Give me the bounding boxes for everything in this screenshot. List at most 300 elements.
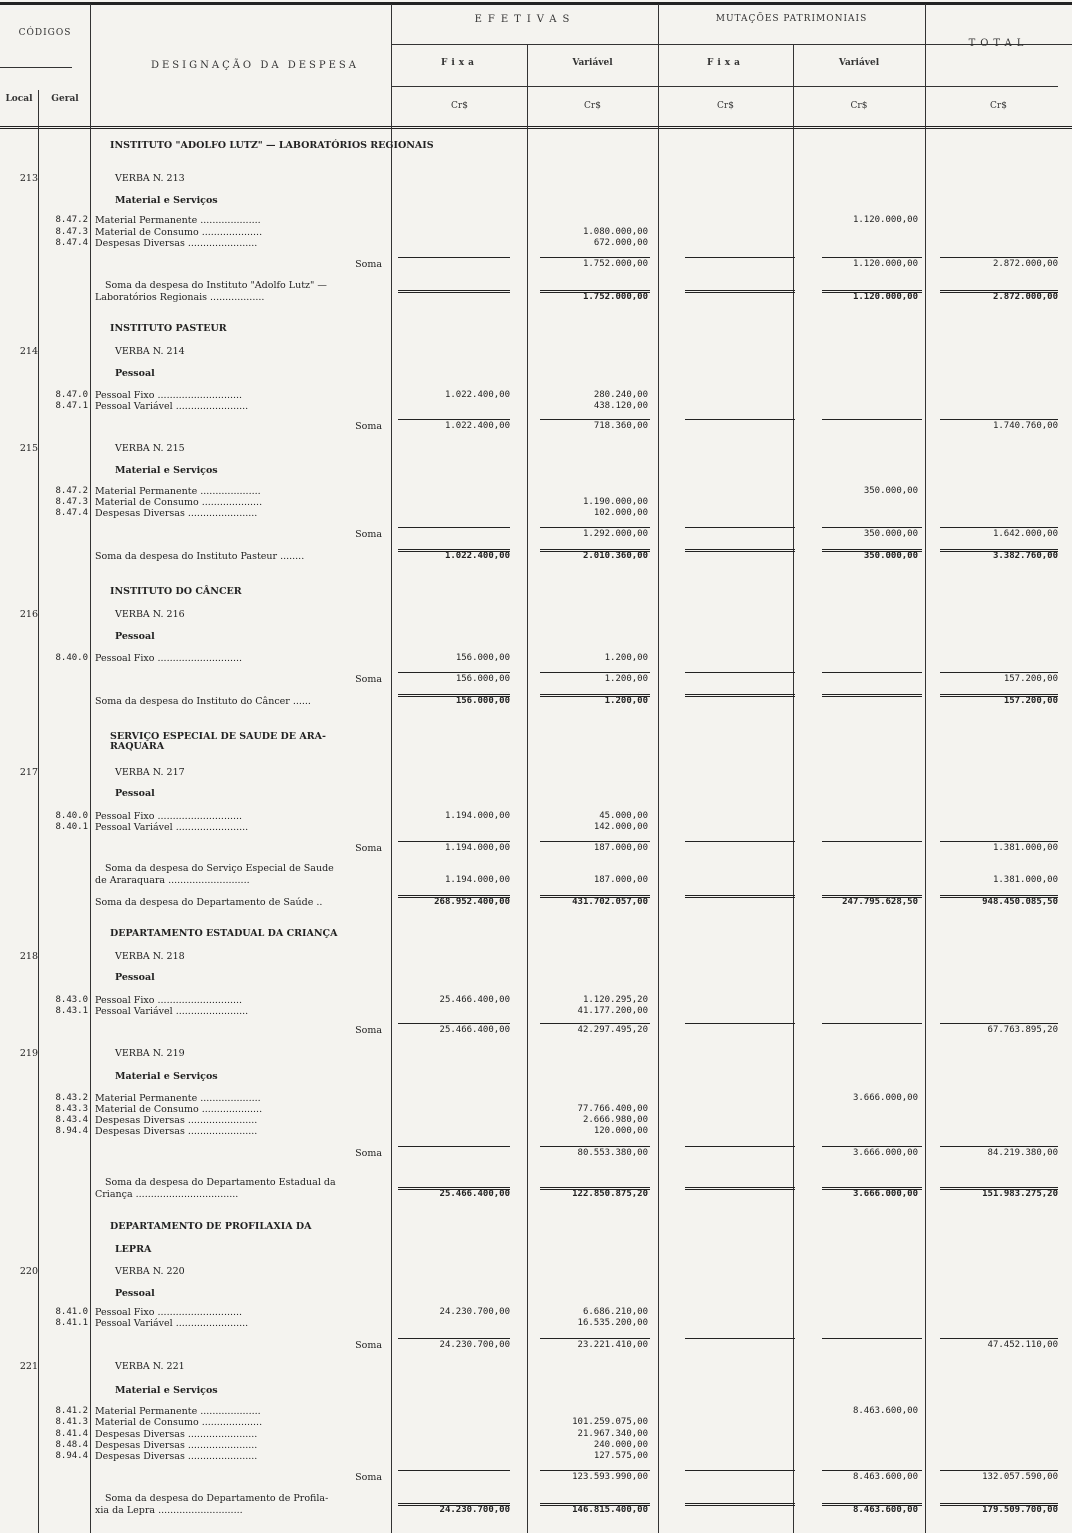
- header-rule-codigos: [0, 67, 72, 68]
- table-row: [0, 741, 1072, 752]
- cell-var: 142.000,00: [593, 822, 648, 832]
- cell-fixa: 1.194.000,00: [444, 875, 510, 885]
- cell-var: 42.297.495,20: [577, 1025, 648, 1035]
- cell-desc: Soma: [355, 259, 382, 270]
- cell-mvar: 1.120.000,00: [852, 292, 918, 302]
- cell-var: 1.752.000,00: [582, 292, 648, 302]
- sum-rule: [685, 694, 795, 697]
- table-row: [0, 443, 1072, 454]
- table-row: [0, 1048, 1072, 1059]
- cell-geral: 8.41.2: [55, 1406, 88, 1416]
- cell-geral: 8.43.0: [55, 995, 88, 1005]
- cell-tot: 67.763.895,20: [987, 1025, 1058, 1035]
- cell-tot: 948.450.085,50: [982, 897, 1058, 907]
- cell-desc: Material de Consumo ....................: [95, 1104, 263, 1115]
- cell-desc: xia da Lepra ............................: [95, 1505, 243, 1516]
- sum-rule: [540, 1503, 650, 1506]
- cell-desc: Material e Serviços: [115, 465, 218, 476]
- table-row: [0, 215, 1072, 226]
- cell-desc: Pessoal Variável ........................: [95, 822, 249, 833]
- cell-desc: VERBA N. 217: [115, 767, 185, 778]
- table-row: [0, 1006, 1072, 1017]
- sum-rule: [822, 895, 922, 898]
- cell-mvar: 350.000,00: [863, 486, 918, 496]
- sum-rule: [822, 1146, 922, 1147]
- sum-rule: [685, 1503, 795, 1506]
- sum-rule: [940, 895, 1058, 898]
- sum-rule: [540, 527, 650, 528]
- sum-rule: [398, 895, 510, 898]
- table-row: [0, 465, 1072, 476]
- cell-desc: Soma da despesa do Instituto do Câncer ......: [95, 696, 311, 707]
- cell-desc: Soma da despesa do Departamento de Saúde ..: [95, 897, 323, 908]
- table-row: [0, 674, 1072, 685]
- cell-desc: Despesas Diversas .......................: [95, 238, 258, 249]
- table-row: [0, 486, 1072, 497]
- header-cr-fixa: Cr$: [451, 101, 468, 111]
- cell-var: 2.666.980,00: [582, 1115, 648, 1125]
- table-row: [0, 238, 1072, 249]
- cell-var: 718.360,00: [593, 421, 648, 431]
- cell-fixa: 25.466.400,00: [439, 1025, 510, 1035]
- table-row: [0, 875, 1072, 886]
- cell-geral: 8.43.3: [55, 1104, 88, 1114]
- table-row: [0, 1307, 1072, 1318]
- cell-var: 2.010.360,00: [582, 551, 648, 561]
- cell-mvar: 247.795.628,50: [842, 897, 918, 907]
- cell-tot: 84.219.380,00: [987, 1148, 1058, 1158]
- cell-desc: Material e Serviços: [115, 1071, 218, 1082]
- sum-rule: [940, 527, 1058, 528]
- sum-rule: [685, 419, 795, 420]
- cell-desc: Material de Consumo ....................: [95, 1417, 263, 1428]
- table-row: [0, 1472, 1072, 1483]
- table-row: [0, 1126, 1072, 1137]
- table-row: [0, 1244, 1072, 1255]
- cell-var: 1.200,00: [604, 696, 648, 706]
- cell-fixa: 1.022.400,00: [444, 390, 510, 400]
- cell-var: 438.120,00: [593, 401, 648, 411]
- cell-desc: Soma da despesa do Departamento Estadual da: [105, 1177, 336, 1188]
- cell-tot: 151.983.275,20: [982, 1189, 1058, 1199]
- cell-geral: 8.40.0: [55, 653, 88, 663]
- cell-desc: Material e Serviços: [115, 195, 218, 206]
- cell-fixa: 24.230.700,00: [439, 1505, 510, 1515]
- sum-rule: [822, 257, 922, 258]
- sum-rule: [398, 1470, 510, 1471]
- sum-rule: [540, 1338, 650, 1339]
- cell-var: 187.000,00: [593, 875, 648, 885]
- table-row: [0, 1025, 1072, 1036]
- cell-desc: INSTITUTO PASTEUR: [110, 323, 227, 334]
- cell-local: 220: [19, 1266, 38, 1277]
- header-cr-mfixa: Cr$: [717, 101, 734, 111]
- header-geral: Geral: [51, 94, 79, 104]
- header-variavel-efetivas: Variável: [572, 58, 613, 68]
- sum-rule: [685, 290, 795, 293]
- cell-desc: VERBA N. 215: [115, 443, 185, 454]
- cell-desc: VERBA N. 221: [115, 1361, 185, 1372]
- cell-fixa: 156.000,00: [455, 674, 510, 684]
- header-cr-variavel: Cr$: [584, 101, 601, 111]
- cell-desc: Material de Consumo ....................: [95, 497, 263, 508]
- table-row: [0, 529, 1072, 540]
- table-row: [0, 346, 1072, 357]
- table-row: [0, 995, 1072, 1006]
- sum-rule: [398, 841, 510, 842]
- table-row: [0, 173, 1072, 184]
- sum-rule: [685, 1338, 795, 1339]
- top-border: [0, 2, 1072, 5]
- table-row: [0, 822, 1072, 833]
- table-row: [0, 863, 1072, 874]
- sum-rule: [540, 549, 650, 552]
- cell-var: 23.221.410,00: [577, 1340, 648, 1350]
- cell-var: 101.259.075,00: [572, 1417, 648, 1427]
- sum-rule: [685, 672, 795, 673]
- cell-desc: Pessoal Fixo ............................: [95, 811, 243, 822]
- sum-rule: [822, 1503, 922, 1506]
- cell-geral: 8.47.2: [55, 215, 88, 225]
- cell-var: 1.752.000,00: [582, 259, 648, 269]
- table-row: [0, 140, 1072, 151]
- cell-geral: 8.47.0: [55, 390, 88, 400]
- cell-desc: Pessoal Fixo ............................: [95, 390, 243, 401]
- header-rule-cr: [392, 86, 1058, 87]
- sum-rule: [540, 1470, 650, 1471]
- sum-rule: [398, 1146, 510, 1147]
- cell-geral: 8.41.0: [55, 1307, 88, 1317]
- header-mutacoes: MUTAÇÕES PATRIMONIAIS: [715, 14, 868, 24]
- cell-var: 6.686.210,00: [582, 1307, 648, 1317]
- header-cr-mvariavel: Cr$: [850, 101, 868, 111]
- cell-desc: Material Permanente ....................: [95, 1406, 261, 1417]
- table-row: [0, 227, 1072, 238]
- cell-fixa: 268.952.400,00: [434, 897, 510, 907]
- table-row: [0, 951, 1072, 962]
- header-cr-total: Cr$: [990, 101, 1007, 111]
- sum-rule: [540, 1023, 650, 1024]
- cell-desc: Soma: [355, 843, 382, 854]
- cell-desc: Despesas Diversas .......................: [95, 1451, 258, 1462]
- sum-rule: [398, 672, 510, 673]
- cell-mvar: 1.120.000,00: [852, 259, 918, 269]
- cell-desc: RAQUARA: [110, 741, 165, 752]
- cell-fixa: 25.466.400,00: [439, 995, 510, 1005]
- cell-fixa: 156.000,00: [455, 696, 510, 706]
- sum-rule: [822, 1023, 922, 1024]
- cell-local: 213: [19, 173, 38, 184]
- cell-desc: Soma da despesa do Instituto "Adolfo Lutz" —: [105, 280, 327, 291]
- table-row: [0, 1071, 1072, 1082]
- sum-rule: [940, 1503, 1058, 1506]
- sum-rule: [940, 694, 1058, 697]
- table-row: [0, 1288, 1072, 1299]
- table-row: [0, 767, 1072, 778]
- sum-rule: [685, 841, 795, 842]
- cell-geral: 8.41.4: [55, 1429, 88, 1439]
- cell-desc: INSTITUTO DO CÂNCER: [110, 586, 242, 597]
- cell-tot: 157.200,00: [1003, 696, 1058, 706]
- sum-rule: [540, 672, 650, 673]
- cell-tot: 1.740.760,00: [992, 421, 1058, 431]
- cell-geral: 8.41.1: [55, 1318, 88, 1328]
- cell-local: 221: [19, 1361, 38, 1372]
- cell-mvar: 3.666.000,00: [852, 1189, 918, 1199]
- table-row: [0, 811, 1072, 822]
- cell-desc: VERBA N. 220: [115, 1266, 185, 1277]
- sum-rule: [940, 419, 1058, 420]
- cell-var: 127.575,00: [593, 1451, 648, 1461]
- cell-var: 122.850.875,20: [572, 1189, 648, 1199]
- cell-fixa: 25.466.400,00: [439, 1189, 510, 1199]
- cell-desc: VERBA N. 219: [115, 1048, 185, 1059]
- sum-rule: [398, 1187, 510, 1190]
- sum-rule: [398, 290, 510, 293]
- cell-desc: DEPARTAMENTO ESTADUAL DA CRIANÇA: [110, 928, 338, 939]
- sum-rule: [540, 1187, 650, 1190]
- table-row: [0, 1505, 1072, 1516]
- sum-rule: [940, 549, 1058, 552]
- sum-rule: [940, 1146, 1058, 1147]
- table-row: [0, 259, 1072, 270]
- table-row: [0, 897, 1072, 908]
- cell-geral: 8.48.4: [55, 1440, 88, 1450]
- cell-fixa: 1.194.000,00: [444, 843, 510, 853]
- sum-rule: [940, 290, 1058, 293]
- cell-tot: 47.452.110,00: [987, 1340, 1058, 1350]
- cell-desc: Pessoal: [115, 972, 155, 983]
- cell-var: 187.000,00: [593, 843, 648, 853]
- cell-geral: 8.40.0: [55, 811, 88, 821]
- table-row: [0, 292, 1072, 303]
- cell-geral: 8.47.2: [55, 486, 88, 496]
- cell-local: 216: [19, 609, 38, 620]
- cell-geral: 8.41.3: [55, 1417, 88, 1427]
- table-row: [0, 696, 1072, 707]
- cell-desc: Laboratórios Regionais ..................: [95, 292, 265, 303]
- table-row: [0, 1104, 1072, 1115]
- table-row: [0, 390, 1072, 401]
- cell-desc: Soma: [355, 1472, 382, 1483]
- cell-tot: 1.642.000,00: [992, 529, 1058, 539]
- cell-mvar: 1.120.000,00: [852, 215, 918, 225]
- sum-rule: [940, 672, 1058, 673]
- table-row: [0, 1451, 1072, 1462]
- cell-desc: VERBA N. 213: [115, 173, 185, 184]
- cell-desc: Material Permanente ....................: [95, 486, 261, 497]
- cell-desc: DEPARTAMENTO DE PROFILAXIA DA: [110, 1221, 312, 1232]
- table-row: [0, 1148, 1072, 1159]
- cell-var: 21.967.340,00: [577, 1429, 648, 1439]
- cell-var: 77.766.400,00: [577, 1104, 648, 1114]
- table-row: [0, 1406, 1072, 1417]
- cell-local: 215: [19, 443, 38, 454]
- sum-rule: [822, 672, 922, 673]
- sum-rule: [398, 527, 510, 528]
- sum-rule: [685, 527, 795, 528]
- sum-rule: [685, 1470, 795, 1471]
- table-row: [0, 928, 1072, 939]
- sum-rule: [398, 694, 510, 697]
- cell-desc: Pessoal: [115, 631, 155, 642]
- sum-rule: [398, 1503, 510, 1506]
- sum-rule: [940, 1470, 1058, 1471]
- cell-geral: 8.47.3: [55, 227, 88, 237]
- cell-tot: 179.509.700,00: [982, 1505, 1058, 1515]
- sum-rule: [685, 257, 795, 258]
- cell-var: 280.240,00: [593, 390, 648, 400]
- cell-desc: Pessoal Variável ........................: [95, 1006, 249, 1017]
- cell-tot: 2.872.000,00: [992, 259, 1058, 269]
- cell-geral: 8.43.4: [55, 1115, 88, 1125]
- table-row: [0, 1361, 1072, 1372]
- sum-rule: [685, 1023, 795, 1024]
- cell-var: 1.200,00: [604, 674, 648, 684]
- cell-tot: 2.872.000,00: [992, 292, 1058, 302]
- cell-mvar: 350.000,00: [863, 551, 918, 561]
- table-row: [0, 551, 1072, 562]
- header-fixa-efetivas: Fixa: [440, 58, 478, 68]
- cell-tot: 1.381.000,00: [992, 843, 1058, 853]
- cell-desc: Despesas Diversas .......................: [95, 1429, 258, 1440]
- table-row: [0, 609, 1072, 620]
- sum-rule: [398, 1338, 510, 1339]
- cell-desc: Soma da despesa do Serviço Especial de Saude: [105, 863, 334, 874]
- cell-geral: 8.43.2: [55, 1093, 88, 1103]
- cell-geral: 8.47.3: [55, 497, 88, 507]
- table-row: [0, 788, 1072, 799]
- cell-var: 672.000,00: [593, 238, 648, 248]
- header-codigos: CÓDIGOS: [18, 28, 72, 38]
- sum-rule: [822, 694, 922, 697]
- sum-rule: [540, 694, 650, 697]
- cell-desc: VERBA N. 216: [115, 609, 185, 620]
- sum-rule: [822, 1470, 922, 1471]
- sum-rule: [398, 419, 510, 420]
- cell-tot: 3.382.760,00: [992, 551, 1058, 561]
- table-row: [0, 195, 1072, 206]
- cell-desc: Soma: [355, 421, 382, 432]
- cell-desc: Pessoal Variável ........................: [95, 401, 249, 412]
- sum-rule: [685, 1146, 795, 1147]
- cell-geral: 8.94.4: [55, 1126, 88, 1136]
- cell-mvar: 8.463.600,00: [852, 1505, 918, 1515]
- cell-desc: Criança ..................................: [95, 1189, 239, 1200]
- cell-mvar: 8.463.600,00: [852, 1406, 918, 1416]
- cell-var: 80.553.380,00: [577, 1148, 648, 1158]
- table-row: [0, 1417, 1072, 1428]
- header-fixa-mutacoes: Fixa: [706, 58, 744, 68]
- cell-local: 214: [19, 346, 38, 357]
- header-variavel-mutacoes: Variável: [838, 58, 880, 68]
- cell-desc: Pessoal Fixo ............................: [95, 653, 243, 664]
- cell-var: 123.593.990,00: [572, 1472, 648, 1482]
- cell-geral: 8.94.4: [55, 1451, 88, 1461]
- table-row: [0, 1429, 1072, 1440]
- cell-var: 1.190.000,00: [582, 497, 648, 507]
- table-row: [0, 1189, 1072, 1200]
- sum-rule: [822, 419, 922, 420]
- cell-desc: Despesas Diversas .......................: [95, 1115, 258, 1126]
- cell-tot: 132.057.590,00: [982, 1472, 1058, 1482]
- cell-mvar: 3.666.000,00: [852, 1093, 918, 1103]
- table-row: [0, 508, 1072, 519]
- sum-rule: [685, 895, 795, 898]
- sum-rule: [398, 549, 510, 552]
- cell-desc: Pessoal: [115, 788, 155, 799]
- sum-rule: [540, 257, 650, 258]
- cell-desc: Soma: [355, 1148, 382, 1159]
- cell-desc: SERVIÇO ESPECIAL DE SAUDE DE ARA-: [110, 731, 326, 742]
- cell-local: 219: [19, 1048, 38, 1059]
- cell-desc: INSTITUTO "ADOLFO LUTZ" — LABORATÓRIOS REGIONAIS: [110, 140, 434, 151]
- cell-tot: 157.200,00: [1003, 674, 1058, 684]
- cell-fixa: 24.230.700,00: [439, 1340, 510, 1350]
- cell-var: 102.000,00: [593, 508, 648, 518]
- sum-rule: [822, 549, 922, 552]
- cell-desc: de Araraquara ...........................: [95, 875, 250, 886]
- cell-desc: Pessoal Variável ........................: [95, 1318, 249, 1329]
- cell-var: 41.177.200,00: [577, 1006, 648, 1016]
- sum-rule: [822, 1338, 922, 1339]
- cell-desc: Soma da despesa do Instituto Pasteur ........: [95, 551, 305, 562]
- cell-desc: Pessoal: [115, 1288, 155, 1299]
- table-row: [0, 1440, 1072, 1451]
- header-local: Local: [5, 94, 33, 104]
- cell-desc: Despesas Diversas .......................: [95, 508, 258, 519]
- cell-var: 240.000,00: [593, 1440, 648, 1450]
- cell-geral: 8.47.4: [55, 508, 88, 518]
- cell-fixa: 1.194.000,00: [444, 811, 510, 821]
- sum-rule: [540, 895, 650, 898]
- cell-desc: Material Permanente ....................: [95, 1093, 261, 1104]
- cell-desc: Soma: [355, 529, 382, 540]
- table-row: [0, 1221, 1072, 1232]
- table-row: [0, 401, 1072, 412]
- sum-rule: [940, 257, 1058, 258]
- cell-desc: Despesas Diversas .......................: [95, 1126, 258, 1137]
- table-row: [0, 972, 1072, 983]
- cell-fixa: 1.022.400,00: [444, 421, 510, 431]
- cell-desc: LEPRA: [115, 1244, 152, 1255]
- table-row: [0, 323, 1072, 334]
- cell-desc: VERBA N. 214: [115, 346, 185, 357]
- cell-mvar: 3.666.000,00: [852, 1148, 918, 1158]
- cell-var: 16.535.200,00: [577, 1318, 648, 1328]
- header-bottom-rule: [0, 126, 1072, 129]
- sum-rule: [940, 841, 1058, 842]
- sum-rule: [940, 1187, 1058, 1190]
- table-row: [0, 421, 1072, 432]
- cell-desc: Soma: [355, 1340, 382, 1351]
- cell-mvar: 350.000,00: [863, 529, 918, 539]
- cell-fixa: 1.022.400,00: [444, 551, 510, 561]
- table-row: [0, 1093, 1072, 1104]
- table-row: [0, 368, 1072, 379]
- cell-desc: VERBA N. 218: [115, 951, 185, 962]
- cell-var: 1.120.295,20: [582, 995, 648, 1005]
- cell-local: 217: [19, 767, 38, 778]
- cell-desc: Pessoal: [115, 368, 155, 379]
- cell-var: 146.815.400,00: [572, 1505, 648, 1515]
- table-row: [0, 631, 1072, 642]
- sum-rule: [822, 841, 922, 842]
- cell-desc: Soma: [355, 1025, 382, 1036]
- cell-var: 45.000,00: [599, 811, 648, 821]
- cell-mvar: 8.463.600,00: [852, 1472, 918, 1482]
- table-row: [0, 1266, 1072, 1277]
